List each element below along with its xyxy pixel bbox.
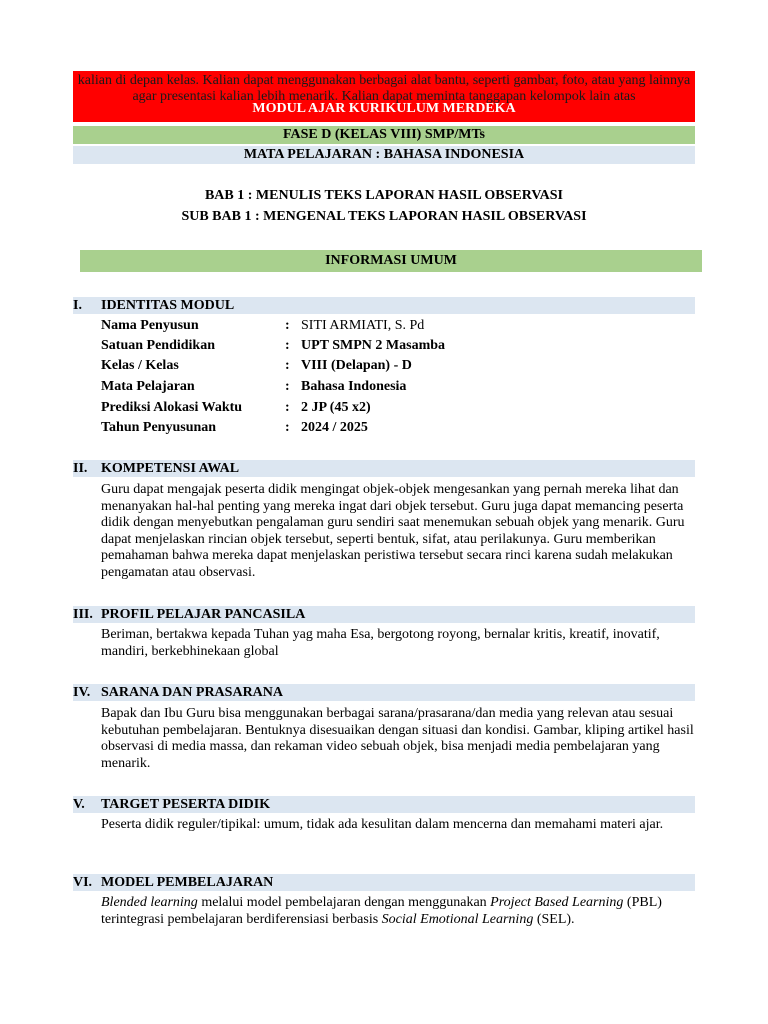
section-title: IDENTITAS MODUL [101, 298, 235, 313]
section-title: TARGET PESERTA DIDIK [101, 797, 271, 812]
identity-value: SITI ARMIATI, S. Pd [301, 318, 425, 333]
identity-value: 2024 / 2025 [301, 420, 368, 435]
info-umum-bar: INFORMASI UMUM [80, 250, 702, 272]
section-heading-identitas [73, 297, 695, 314]
identity-colon: : [285, 379, 290, 394]
identity-colon: : [285, 420, 290, 435]
identity-value: 2 JP (45 x2) [301, 400, 371, 415]
subject-bar: MATA PELAJARAN : BAHASA INDONESIA [73, 146, 695, 164]
identity-colon: : [285, 400, 290, 415]
identity-value: UPT SMPN 2 Masamba [301, 338, 446, 353]
section-number: II. [73, 461, 88, 476]
italic-term: Social Emotional Learning [381, 911, 534, 927]
italic-term: Project Based Learning [490, 895, 624, 910]
identity-row [101, 336, 695, 356]
identity-value: VIII (Delapan) - D [301, 358, 412, 373]
italic-term: Blended learning [101, 895, 198, 910]
section-number: III. [73, 607, 93, 622]
overlapping-text: kalian di depan kelas. Kalian dapat menggunakan berbagai alat bantu, seperti gambar, foto, atau yang lainnya agar presentasi kalian lebih menarik. Kalian dapat meminta tanggapan kelompok lain atas [77, 73, 691, 104]
section-number: IV. [73, 685, 91, 700]
section-number: I. [73, 298, 82, 313]
section-title: PROFIL PELAJAR PANCASILA [101, 607, 306, 622]
section-heading-model [73, 874, 695, 891]
fase-bar: FASE D (KELAS VIII) SMP/MTs [73, 126, 695, 144]
section-number: V. [73, 797, 85, 812]
identity-value: Bahasa Indonesia [301, 379, 407, 394]
section-title: SARANA DAN PRASARANA [101, 685, 284, 700]
section-heading-target [73, 796, 695, 813]
subchapter-title: SUB BAB 1 : MENGENAL TEKS LAPORAN HASIL OBSERVASI [181, 209, 587, 224]
section-paragraph: Guru dapat mengajak peserta didik mengingat objek-objek mengesankan yang pernah mereka lihat dan menanyakan hal-hal penting yang mereka ingat dari objek tersebut. Guru juga dapat memancing peserta didik dengan menyebutkan pengalaman guru sendiri saat menemukan sebuah objek yang menarik. Guru dapat menjelaskan rincian objek tersebut, seperti bentuk, sifat, atau perilakunya. Guru memberikan pemahaman bahwa mereka dapat menjelaskan peristiwa tersebut secara rinci karena sudah melakukan pengamatan atau observasi. [101, 482, 685, 580]
section-number: VI. [73, 875, 93, 890]
title-banner [73, 71, 695, 122]
identity-label: Satuan Pendidikan [101, 338, 215, 353]
identity-label: Prediksi Alokasi Waktu [101, 400, 243, 415]
section-paragraph: Beriman, bertakwa kepada Tuhan yag maha Esa, bergotong royong, bernalar kritis, kreatif, inovatif, mandiri, berkebhinekaan global [101, 627, 660, 659]
identity-colon: : [285, 318, 290, 333]
identity-row [101, 377, 695, 397]
identity-label: Nama Penyusun [101, 318, 199, 333]
identity-row [101, 356, 695, 376]
identity-colon: : [285, 338, 290, 353]
document-title: MODUL AJAR KURIKULUM MERDEKA [252, 101, 516, 116]
identity-row [101, 398, 695, 418]
section-heading-sarana [73, 684, 695, 701]
paragraph-text: (SEL). [533, 911, 575, 927]
identity-colon: : [285, 358, 290, 373]
identity-row [101, 316, 695, 336]
chapter-title: BAB 1 : MENULIS TEKS LAPORAN HASIL OBSERVASI [204, 188, 564, 203]
identity-row [101, 418, 695, 438]
identity-label: Mata Pelajaran [101, 379, 195, 394]
paragraph-text: (PBL) terintegrasi pembelajaran berdiferensiasi berbasis [101, 895, 662, 927]
section-paragraph: Bapak dan Ibu Guru bisa menggunakan berbagai sarana/prasarana/dan media yang relevan atau sesuai kebutuhan pembelajaran. Bentuknya disesuaikan dengan situasi dan kondisi. Gambar, kliping artikel hasil observasi di media massa, dan rekaman video sebuah objek, bisa menjadi media pembelajaran yang menarik. [101, 706, 694, 771]
section-paragraph: Peserta didik reguler/tipikal: umum, tidak ada kesulitan dalam mencerna dan memahami materi ajar. [101, 817, 664, 832]
section-heading-kompetensi [73, 460, 695, 477]
identity-label: Kelas / Kelas [101, 358, 179, 373]
section-paragraph [101, 895, 697, 928]
identity-label: Tahun Penyusunan [101, 420, 217, 435]
paragraph-text: melalui model pembelajaran dengan menggunakan [197, 895, 491, 910]
section-heading-profil [73, 606, 695, 623]
section-title: MODEL PEMBELAJARAN [101, 875, 274, 890]
section-title: KOMPETENSI AWAL [101, 461, 240, 476]
